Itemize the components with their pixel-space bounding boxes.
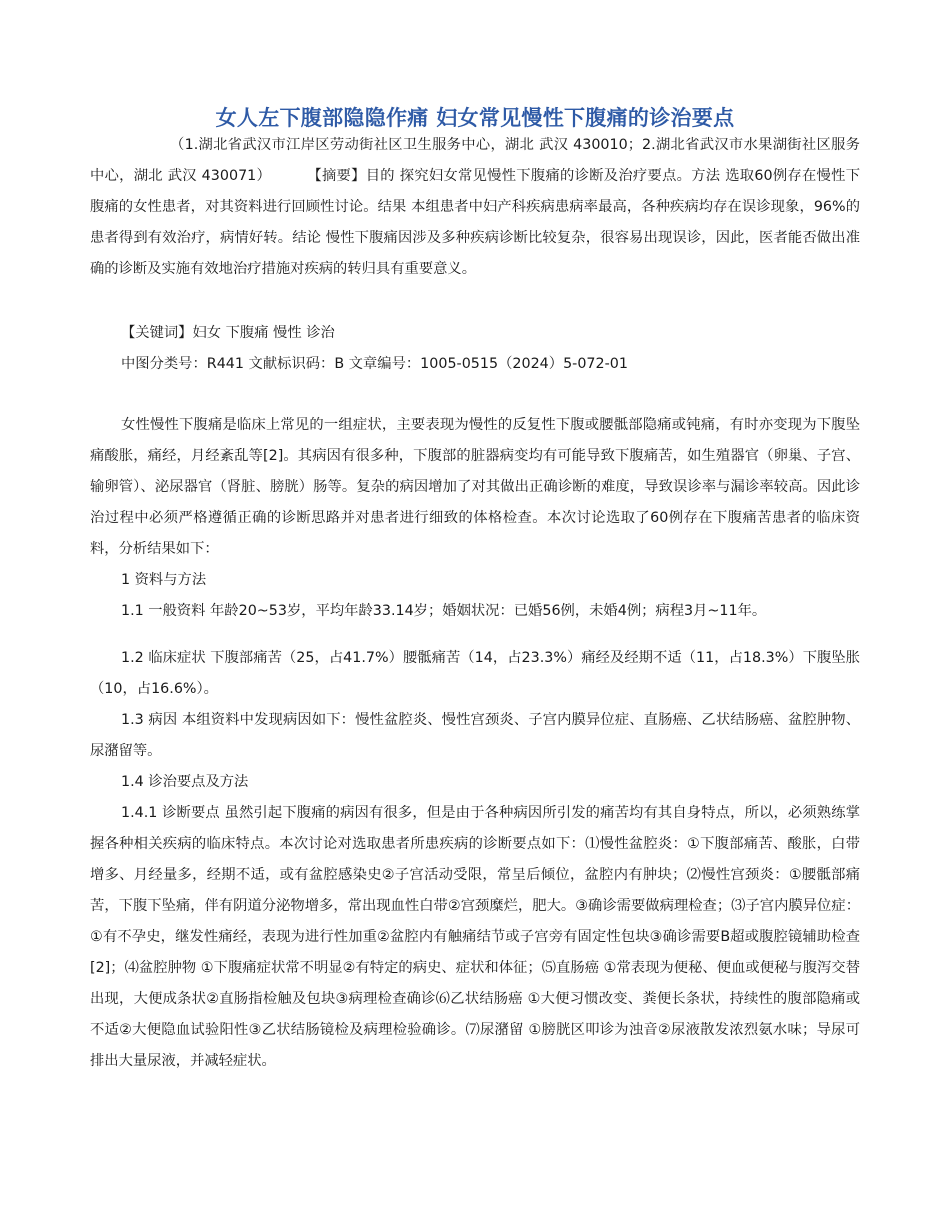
section-1-3-paragraph: 1.3 病因 本组资料中发现病因如下：慢性盆腔炎、慢性宫颈炎、子宫内膜异位症、直肠癌、乙状结肠癌、盆腔肿物、尿潴留等。 <box>90 712 860 759</box>
spacer <box>90 380 860 410</box>
abstract-label: 【摘要】 <box>307 168 366 184</box>
abstract-block <box>90 130 860 285</box>
article-title: 女人左下腹部隐隐作痛 妇女常见慢性下腹痛的诊治要点 <box>215 106 735 130</box>
abstract-text: 目的 探究妇女常见慢性下腹痛的诊断及治疗要点。方法 选取60例存在慢性下腹痛的女性患者，对其资料进行回顾性讨论。结果 本组患者中妇产科疾病患病率最高，各种疾病均存在误诊现象，96%的患者得到有效治疗，病情好转。结论 慢性下腹痛因涉及多种疾病诊断比较复杂，很容易出现误诊，因此，医者能否做出准确的诊断及实施有效地治疗措施对疾病的转归具有重要意义。 <box>90 168 861 277</box>
spacer <box>90 285 860 318</box>
article-page <box>90 104 860 1077</box>
spacer <box>90 627 860 643</box>
section-heading-1-4: 1.4 诊治要点及方法 <box>121 774 249 790</box>
classification-info: 中图分类号：R441 文献标识码：B 文章编号：1005-0515（2024）5-072-01 <box>121 356 628 372</box>
section-1-1-paragraph: 1.1 一般资料 年龄20~53岁，平均年龄33.14岁；婚姻状况：已婚56例，未婚4例；病程3月~11年。 <box>121 603 767 619</box>
section-heading-1: 1 资料与方法 <box>121 572 207 588</box>
keywords: 【关键词】妇女 下腹痛 慢性 诊治 <box>121 325 335 341</box>
section-1-2-paragraph: 1.2 临床症状 下腹部痛苦（25，占41.7%）腰骶痛苦（14，占23.3%）痛经及经期不适（11，占18.3%）下腹坠胀（10，占16.6%）。 <box>90 650 860 697</box>
author-affiliation: （1.湖北省武汉市江岸区劳动街社区卫生服务中心，湖北 武汉 430010；2.湖北省武汉市水果湖街社区服务中心，湖北 武汉 430071） <box>90 137 860 184</box>
intro-paragraph: 女性慢性下腹痛是临床上常见的一组症状，主要表现为慢性的反复性下腹或腰骶部隐痛或钝痛，有时亦变现为下腹坠痛酸胀，痛经，月经紊乱等[2]。其病因有很多种，下腹部的脏器病变均有可能导致下腹痛苦，如生殖器官（卵巢、子宫、输卵管）、泌尿器官（肾脏、膀胱）肠等。复杂的病因增加了对其做出正确诊断的难度，导致误诊率与漏诊率较高。因此诊治过程中必须严格遵循正确的诊断思路并对患者进行细致的体格检查。本次讨论选取了60例存在下腹痛苦患者的临床资料，分析结果如下： <box>90 417 860 557</box>
section-1-4-1-paragraph: 1.4.1 诊断要点 虽然引起下腹痛的病因有很多，但是由于各种病因所引发的痛苦均有其自身特点，所以，必须熟练掌握各种相关疾病的临床特点。本次讨论对选取患者所患疾病的诊断要点如下：⑴慢性盆腔炎：①下腹部痛苦、酸胀，白带增多、月经量多，经期不适，或有盆腔感染史②子宫活动受限，常呈后倾位，盆腔内有肿块；⑵慢性宫颈炎：①腰骶部痛苦，下腹下坠痛，伴有阴道分泌物增多，常出现血性白带②宫颈糜烂，肥大。③确诊需要做病理检查；⑶子宫内膜异位症：①有不孕史，继发性痛经，表现为进行性加重②盆腔内有触痛结节或子宫旁有固定性包块③确诊需要B超或腹腔镜辅助检查[2]；⑷盆腔肿物 ①下腹痛症状常不明显②有特定的病史、症状和体征；⑸直肠癌 ①常表现为便秘、便血或便秘与腹泻交替出现，大便成条状②直肠指检触及包块③病理检查确诊⑹乙状结肠癌 ①大便习惯改变、粪便长条状，持续性的腹部隐痛或不适②大便隐血试验阳性③乙状结肠镜检及病理检验确诊。⑺尿潴留 ①膀胱区叩诊为浊音②尿液散发浓烈氨水味；导尿可排出大量尿液，并减轻症状。 <box>90 805 860 1069</box>
